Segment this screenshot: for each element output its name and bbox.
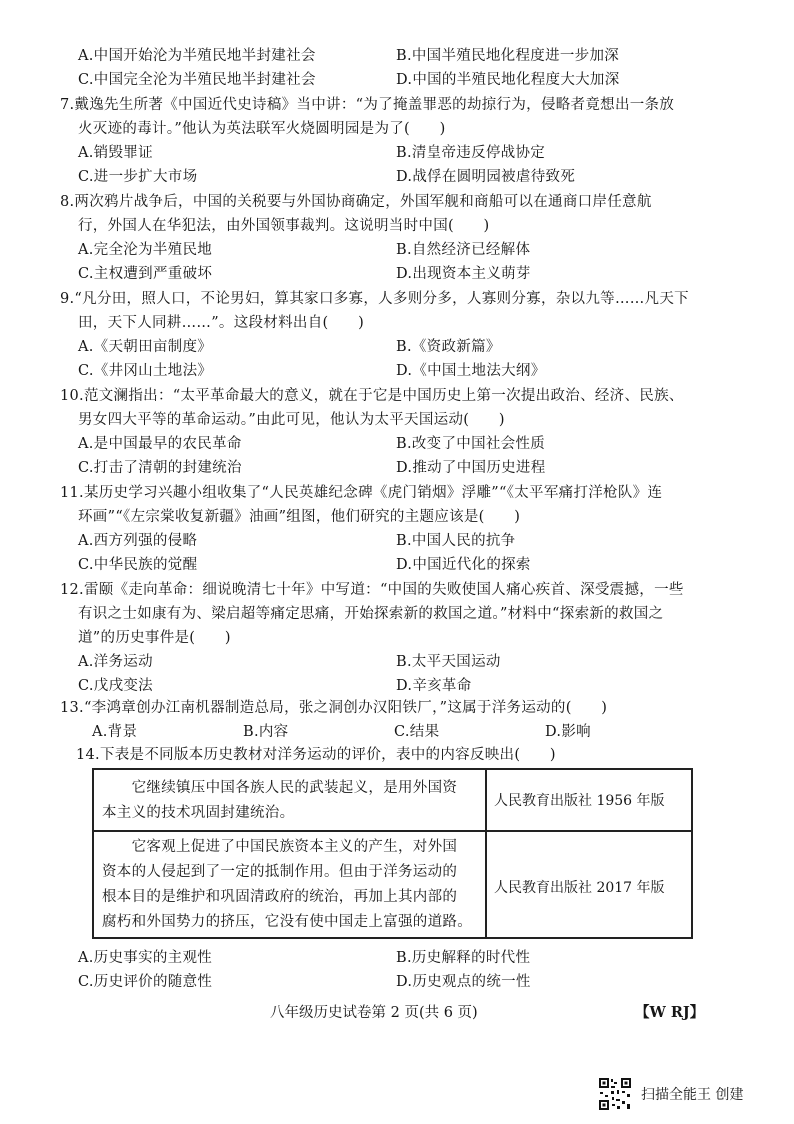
q7-option-d: D.战俘在圆明园被虐待致死 <box>396 169 576 185</box>
q11-option-b: B.中国人民的抗争 <box>396 533 516 549</box>
q11-option-c: C.中华民族的觉醒 <box>78 557 198 573</box>
table-cell-text <box>102 835 478 935</box>
q8-option-a: A.完全沦为半殖民地 <box>78 242 213 258</box>
q11-option-d: D.中国近代化的探索 <box>396 557 531 573</box>
q8-option-b: B.自然经济已经解体 <box>396 242 531 258</box>
q9-stem: 9.“凡分田，照人口，不论男妇，算其家口多寡，人多则分多，人寡则分寡，杂以九等……凡天下 <box>60 291 689 307</box>
scanner-watermark: 扫描全能王 创建 <box>641 1087 744 1103</box>
q7-stem: 火灭迹的毒计。”他认为英法联军火烧圆明园是为了( ) <box>78 121 446 137</box>
q13-option-d: D.影响 <box>545 724 591 740</box>
q14-stem: 14.下表是不同版本历史教材对洋务运动的评价，表中的内容反映出( ) <box>76 747 556 763</box>
table-row <box>94 770 691 832</box>
q6-option-b: B.中国半殖民地化程度进一步加深 <box>396 48 620 64</box>
q10-stem: 10.范文澜指出：“太平革命最大的意义，就在于它是中国历史上第一次提出政治、经济、民族、 <box>60 388 684 404</box>
q7-option-b: B.清皇帝违反停战协定 <box>396 145 546 161</box>
q11-stem: 11.某历史学习兴趣小组收集了“人民英雄纪念碑《虎门销烟》浮雕”“《太平军痛打洋枪队》连 <box>60 485 663 501</box>
q9-stem: 田，天下人同耕……”。这段材料出自( ) <box>78 315 365 331</box>
q7-stem: 7.戴逸先生所著《中国近代史诗稿》当中讲：“为了掩盖罪恶的劫掠行为，侵略者竟想出一条放 <box>60 97 675 113</box>
q8-stem: 8.两次鸦片战争后，中国的关税要与外国协商确定，外国军舰和商船可以在通商口岸任意航 <box>60 194 652 210</box>
q7-option-c: C.进一步扩大市场 <box>78 169 198 185</box>
q10-stem: 男女四大平等的革命运动。”由此可见，他认为太平天国运动( ) <box>78 412 505 428</box>
table-cell-line: 本主义的技术巩固封建统治。 <box>102 805 295 821</box>
q9-option-a: A.《天朝田亩制度》 <box>78 339 213 355</box>
q9-option-d: D.《中国土地法大纲》 <box>396 363 546 379</box>
qr-code-icon <box>598 1077 632 1111</box>
table-cell-text <box>102 776 478 826</box>
q12-stem: 道”的历史事件是( ) <box>78 630 231 646</box>
q12-option-b: B.太平天国运动 <box>396 654 501 670</box>
q11-option-a: A.西方列强的侵略 <box>78 533 198 549</box>
q9-option-c: C.《井冈山土地法》 <box>78 363 213 379</box>
table-cell-line: 它继续镇压中国各族人民的武装起义，是用外国资 <box>102 780 458 796</box>
table-cell-source: 人民教育出版社 1956 年版 <box>494 793 665 809</box>
q6-option-d: D.中国的半殖民地化程度大大加深 <box>396 72 620 88</box>
q12-option-a: A.洋务运动 <box>78 654 153 670</box>
q13-option-c: C.结果 <box>394 724 440 740</box>
q10-option-b: B.改变了中国社会性质 <box>396 436 546 452</box>
q10-option-a: A.是中国最早的农民革命 <box>78 436 242 452</box>
q8-option-d: D.出现资本主义萌芽 <box>396 266 531 282</box>
q13-stem: 13.“李鸿章创办江南机器制造总局，张之洞创办汉阳铁厂，”这属于洋务运动的( ) <box>60 700 608 716</box>
edition-code: 【W RJ】 <box>635 1004 705 1021</box>
table-cell-line: 它客观上促进了中国民族资本主义的产生，对外国 <box>102 839 458 855</box>
q11-stem: 环画”“《左宗棠收复新疆》油画”组图，他们研究的主题应该是( ) <box>78 509 521 525</box>
table-cell-source: 人民教育出版社 2017 年版 <box>494 880 665 896</box>
q12-option-c: C.戊戌变法 <box>78 678 153 694</box>
q12-option-d: D.辛亥革命 <box>396 678 472 694</box>
q13-option-a: A.背景 <box>92 724 138 740</box>
q14-table <box>92 768 693 939</box>
page-footer: 八年级历史试卷第 2 页(共 6 页) <box>270 1005 478 1021</box>
q6-option-c: C.中国完全沦为半殖民地半封建社会 <box>78 72 316 88</box>
q8-stem: 行，外国人在华犯法，由外国领事裁判。这说明当时中国( ) <box>78 218 490 234</box>
q6-option-a: A.中国开始沦为半殖民地半封建社会 <box>78 48 316 64</box>
q10-option-c: C.打击了清朝的封建统治 <box>78 460 242 476</box>
table-cell-line: 资本的人侵起到了一定的抵制作用。但由于洋务运动的 <box>102 864 458 880</box>
q7-option-a: A.销毁罪证 <box>78 145 153 161</box>
q14-option-a: A.历史事实的主观性 <box>78 950 213 966</box>
q9-option-b: B.《资政新篇》 <box>396 339 501 355</box>
q12-stem: 12.雷颐《走向革命：细说晚清七十年》中写道：“中国的失败使国人痛心疾首、深受震撼，一些 <box>60 582 684 598</box>
q8-option-c: C.主权遭到严重破坏 <box>78 266 213 282</box>
q12-stem: 有识之士如康有为、梁启超等痛定思痛，开始探索新的救国之道。”材料中“探索新的救国之 <box>78 606 664 622</box>
table-cell-line: 腐朽和外国势力的挤压，它没有使中国走上富强的道路。 <box>102 914 472 930</box>
q14-option-c: C.历史评价的随意性 <box>78 974 213 990</box>
table-cell-line: 根本目的是维护和巩固清政府的统治，再加上其内部的 <box>102 889 458 905</box>
q10-option-d: D.推动了中国历史进程 <box>396 460 546 476</box>
q14-option-b: B.历史解释的时代性 <box>396 950 531 966</box>
q13-option-b: B.内容 <box>243 724 289 740</box>
q14-option-d: D.历史观点的统一性 <box>396 974 531 990</box>
table-row <box>94 832 691 939</box>
